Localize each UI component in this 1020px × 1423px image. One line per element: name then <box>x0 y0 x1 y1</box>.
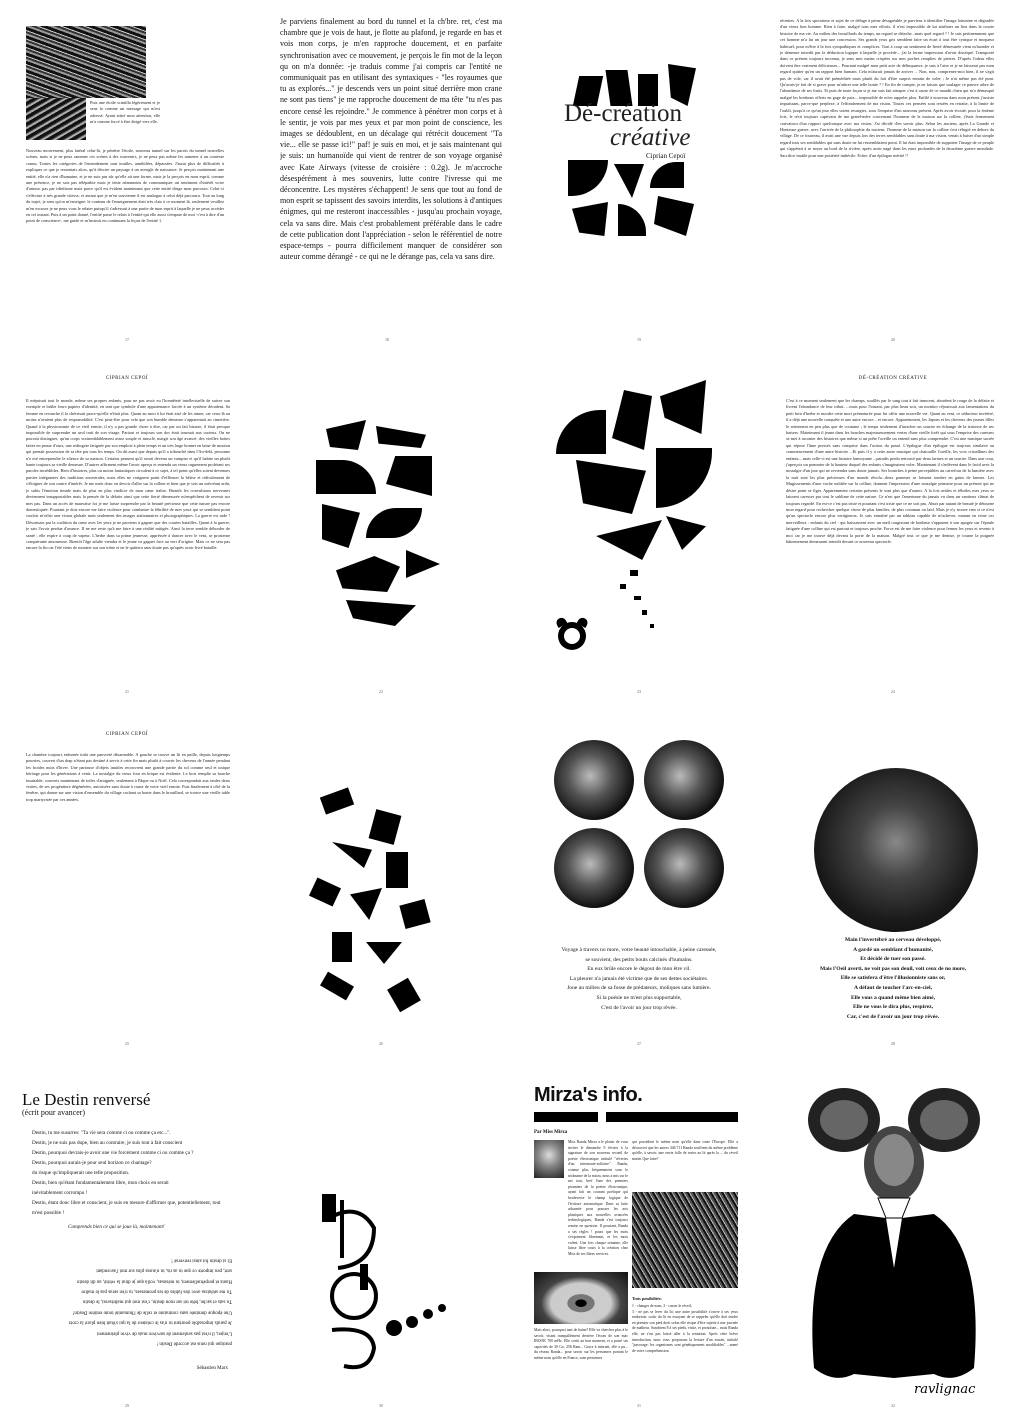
cover-title-line2: créative <box>610 124 691 151</box>
page-number: 21 <box>125 689 129 694</box>
page-number: 32 <box>891 1403 895 1408</box>
page-30 <box>262 1068 500 1414</box>
body-text: C'est à ce moment seulement que les champs, souillés par le sang tout à fait innocent, abordent le rouge de la défaite et livrent l'abondance de leur tribut. ...mais pour l'instant, par plus beau soir, un monitor réjouissait aux lamentations du petit brin d'herbe et mordre cette mort prématurée pour lui offrir une nouvelle vie. Quant au vent, ce séducteur invétéré, il a déjà une nouvelle conquête et une autre encore... et encore. Apparemment, les Japons et les cheveux des jeunes filles le retiennent en peu plus que de coutume ; le temps seulement d'arracher un sourire en échange de la tristesse de ses baisers. Maintenant il jeune dans les bouches majestueusement vertes d'une vieille forêt qui sous l'emprise des caresses se met à raconter des histoires que même si un prête l'oreille on entend sans plus comprendre. C'est une musique sacrée qui répose l'âme pressés sans comprise dans l'action du passé. L'épilogue d'un épilogue est toujours similaire au commencement d'une autre histoire ...Et puis il y a cette autre musique qui chatouille l'oreille, les voix cristallines des enfants... mais celle-ci est une histoire larmoyante ...paradis perdu retrouvé par deux larmes et un sourire. Dans une cour, j'aperçois un pommier de la hauteur duquel des enfants s'imaginaient voler. Maintenant il s'enlèvent dans le froid avec la nostalgie d'un jour qui ne reviendra sans doute jamais. Ses branches à peine perceptibles au carrefour de la lumière avec la nuit sont les plus précieuses d'un monde rêvolu...deux pommes se laissent tomber en gains de larmes. Les Mugissements d'une vache oubliée sur la colline, donnent l'impression d'une nostalgie primaire pour un présent qui ne désire point se figer. Apparemment certains présents le sont plus que d'autres. A la fois avides et fébriles mes yeux se laissent caresser par tout le sublime de cette nature. Ce n'est que l'amertume du jamais vu dans un vaniteux climat de toujours regardé. En est-ce c'est pas triste et pourtant c'est triste que ce ne soit pas. Ahuri par autant de beauté je détourne mon regard pour rechercher quelque chose de plus familier, de plus commun ou laid. Mais je n'y trouve rien si ce n'est qu'un spectacle encore plus vertigineux. Je suis entraîné par un tableau capable de m'achever, mutant en reine ces merveilleux : enfants du ciel : qui baissassent avec un nœil rougissant de bonheur s'apparent à son apogée sur l'épaule fatiguée d'une colline qui est partout et toujours proche. Force est de me faire violence pour fermer les yeux et revenir à moi car je me trouve déjà devant la porte de la maison. Malgré tout ce que je me demise, je tourne la poignée bâtonnement demeurant interdit devant ce nouveau spectacle. <box>786 398 994 544</box>
cover-title-line1: Dé-création <box>564 100 682 127</box>
abstract-collage <box>302 792 452 1012</box>
text-line: pratique qui nous est accordé Destin ! <box>156 1340 232 1346</box>
options-title: Trois possibilités: <box>632 1296 662 1301</box>
page-number: 17 <box>125 337 129 342</box>
quote-mark: “ <box>828 1216 839 1242</box>
poem-line: Elle vous a quand même bien aimé, <box>850 994 936 1001</box>
page-number: 20 <box>891 337 895 342</box>
alarm-clock-icon <box>556 618 590 654</box>
typographic-figure <box>262 1068 500 1414</box>
page-number: 26 <box>379 1041 383 1046</box>
article-subtitle: (écrit pour avancer) <box>22 1108 86 1117</box>
poem-line: En eux brûle encore le dégout de mon être vil. <box>587 966 691 973</box>
poem <box>520 946 758 1013</box>
signature: Sébastien Marx <box>196 1366 228 1371</box>
page-number: 19 <box>637 337 641 342</box>
handwritten-signature: ravlignac <box>914 1382 976 1397</box>
cover-graphic-bottom <box>568 160 710 238</box>
page-number: 30 <box>379 1403 383 1408</box>
page-number: 28 <box>891 1041 895 1046</box>
poem-line: Et décidé de tuer son passé. <box>860 956 926 963</box>
poem <box>774 936 1012 1022</box>
abstract-collage <box>316 420 446 630</box>
page-number: 18 <box>385 337 389 342</box>
texture-photo <box>632 1192 738 1288</box>
poem-line: A gardé un semblant d'humanité, <box>853 946 933 953</box>
abstract-collage <box>556 380 726 570</box>
page-number: 29 <box>125 1403 129 1408</box>
column-1-text: Miss Randa Mirza a le plaisir de vous inviter le dimanche 9 février à la signature de son nouveau recueil de poésie électronique intitulé "rêveries d'un internaute-solitaire". Randa, connue plus fréquemment sous le nickname de la mirza, nous a mis sur le net tout, bref l'une des premiers pionniers de la poésie électronique, ayant fait un courant poétique qui bouleverse le champ logique de l'écriture automatique. Dans sa lutte acharnée pour pousser les arts plastiques aux nouvelles avancées technologiques, Randa s'est toujours remise en question. Il pourtant, Randa a ses règles ! pours que les mots s'expriment librement, et les mots volent. Une fois chaque semaine, elle laisse libre cours à la création chez Miss de ses libres services. <box>568 1140 628 1256</box>
masthead-bar-right <box>606 1112 738 1122</box>
poem-line: A défaut de toucher l'arc-en-ciel, <box>854 984 932 991</box>
page-18 <box>262 8 512 348</box>
body-text: récentes. A la fois spectateur et sujet de ce déluge à peine désagréable je parviens à identifier l'image lointaine et dégradée d'un vieux bon homme. Rien à faire, malgré tous mes efforts, il n'est impossible de lui attribuer un lieu dans la courte histoire de ma vie. Au milieu des brouillards du temps, un regard se détache...mais quel regard ? ! Je sais pertinemment que cet homme m'a lui un jour une concession. Ses grands yeux gris semblent faire un écart à tout être cynique et moqueur habituel, pour m'être à la fois sympathiques et complices. Tout à coup un sentiment de fierté démesurée vient m'inonder et je demeure interdit par la déduction logique à laquelle je procède... j'ai la ferme impression d'avoir disséqué. Transporté dans ce présent toujours inconnu, je sens mes mains crispées sur mes poches remplies de pierres. D'après l'odeur elles doivent être vraiment délicieuses... Pourtant malgré mon petit acte de délinquance, je suis à l'aise et je ne laisserai pas mon regard quitter qu'en un rapport bien humain. Cela m'aurait jamais de arriver ... Non, non, comprenez-moi bien, il ne s'agit pas de vole, car il avait été préméditée mais plutôt du fait d'être surpris entrain de voler ; Je n'ai même pas été puni. Qu'avais-je fait de si grave pour m'attirer une telle honte ? ! En fin de compte, je ne faisais que soulager ce pauvre arbre de l'abondance de ses fruits. Et puis de toute façon si je me suis fait attraper c'est à cause de ce maudit chien qui m'a démasqué malgré les bonbons offerts en gage de paix... impossible de m'en rappeler plus. Enfilé à nouveau dans mon présent j'assiste impuissant, parce-que perplexe, à l'effondrement de ma vision. Toutes ces pensées sont restées en retraite, à la limite de l'oubli, jusqu'à ce qu'un jour elles soient resurgies, sous l'emprise d'un nouveau présent. Après avoir écouté, pour la énième fois, le récit toujours captivant de ma grand-mère concernant l'honneur de la maison sur la colline, j'étais fermement convaincu d'un rapport quelconque avec ma vision. J'ai décidé d'en savoir plus. Selon les anciens, après La Grande et Honteuse guerre, avec l'arrivée de la philosophie du tracteur, l'homme de la maison sur la colline s'est réfugié en dehors du village. De ce fourreau, il avait une vue depuis lors des terres semblables sans doute à ma vision, venait à baiser d'un simple regard tous ses semblables qui sans doute ne lui ressemblaient point. Il lui était impossible de supporter l'image de ce peuple qui s'appétait à se noyer au bord de la rivière, après avoir nagé dans les eaux profondes de la deuxième guerre mondiale. Sacrifice inutile pour une postérité imbécile. Echec d'un épilogue mérité !! <box>780 18 994 158</box>
page-25 <box>8 712 246 1052</box>
page-32 <box>774 1068 1012 1414</box>
article-title: Le Destin renversé <box>22 1090 151 1109</box>
text-line: Je paraîs impossible pourtant tu n'as le créateur de la qui s'était bien placé la croix <box>68 1319 232 1325</box>
text-line: Destin, bien qu'étant fondamentalement libre, mon choix en serait <box>32 1180 169 1186</box>
circle-photo-2 <box>644 740 724 820</box>
page-19 <box>520 8 758 348</box>
column-2-text: qui possèdent le même nom qu'elle dans toute l'Europe. Elle a découvert que les autres 346 711 Randa souffrent du même problème qu'elle, à savoir, une envie folle de rester au lit après la ... du réveil matin. Que faire? <box>632 1140 738 1161</box>
text-line: Tu me séduiras avec des fables de tes promesses, tu n'en seras pas le maître <box>81 1288 232 1294</box>
page-number: 22 <box>379 689 383 694</box>
byline: Par Miss Mirza <box>534 1130 568 1135</box>
text-line: sort, peu importe ce que tu as ris, tu n'auras plus sur moi l'ascendant <box>96 1267 232 1273</box>
page-20 <box>774 8 1012 348</box>
landscape-photo-lower <box>26 98 86 140</box>
poem-line: Voyage à travers no more, votre beauté intouchable, à peine caressée, <box>561 947 717 953</box>
body-text: La chambre toujours enfumée trahi une pauvreté désarmable. A gauche se trouve un lit en paille, depuis longtemps pourries, couvert d'un drap n'étant pas destiné à servir à cette fin mais plutôt à couvrir les cheveux de l'armée pendant les froides nuits d'hiver. Une partouse d'objets inutiles recouvrent une grande partie du sol comme seul et unique héritage pour les générations à venir. La nostalgie du vieux four en brique est évidente. Le bois remplie sa bouche insatiable, couverts maintenant de toiles d'araignée, seulement à Pâque ou à Noël. Cela correspondait aux seules deux visites, de ses progéniture dégénérées, autorisées sans doute à cause de votre vieil ermite. Puis finalement à côté de la fenêtre, qui donne sur une vision d'ensemble du village cachant sa honte dans le brouillard, se trouve une vieille table trop martyrisée par ces années. <box>26 752 230 802</box>
page-29 <box>8 1068 246 1414</box>
article-text <box>32 1128 232 1232</box>
options-text <box>632 1304 738 1396</box>
emphasis-line: Comprends bien ce qui se joue là, maintenant! <box>68 1224 165 1230</box>
circle-photo-3 <box>554 828 634 908</box>
landscape-photo <box>26 26 146 98</box>
author-photo <box>534 1140 564 1178</box>
poem-line: se souvient, des petits bouts calcinés d'humains. <box>585 956 693 963</box>
masthead-bar <box>534 1112 598 1122</box>
poem-line: C'est de l'avoir un jour trop rêvée. <box>601 1004 677 1011</box>
masthead: Mirza's info. <box>534 1084 643 1106</box>
text-line: Tu sais et sache, bête toi sur mon destin, c'est moi qui maîtriserai, le destin <box>82 1299 232 1305</box>
page-27 <box>520 712 758 1052</box>
circle-photo-4 <box>644 828 724 908</box>
page-number: 25 <box>125 1041 129 1046</box>
page-17 <box>8 8 246 348</box>
poem-line: Car, c'est de l'avoir un jour trop rêvée. <box>846 1013 940 1020</box>
page-number: 31 <box>637 1403 641 1408</box>
page-number: 23 <box>637 689 641 694</box>
text-line: L'enjeu, il n'est pas seulement de survivre mais de vivre pleinement <box>97 1330 232 1336</box>
poem-line: Elle ne vous le dira plus, respirez, <box>853 1004 933 1011</box>
text-line: Hauts et perpétuellement, tu mésusas, voilà que je dirai la vérité, au dit destin <box>77 1278 232 1284</box>
column-1b-text: Mais alors, pourquoi tant de haine? Elle va chercher plus à le savoir, visant tranquillement derrière l'écran de son mac IBOOK 700 mHz. Elle sortit au bon moment, et a puisé ses capacités de 30 Go, 256 Ram... Grace à internet, elle a pu... du réseau Randa... pour savoir sur les personnes portant le même nom qu'elle en France, sans personnes <box>534 1328 628 1360</box>
circle-photo-1 <box>554 740 634 820</box>
poem-line: La pleurer n'a jamais été victime que de ses dettes sociétaires. <box>569 975 709 982</box>
text-line: Et si destin fut ainsi renversé ! <box>171 1257 232 1263</box>
page-21 <box>8 360 246 700</box>
text-line: inévitablement corrompu ! <box>32 1190 88 1196</box>
running-head: CIPRIAN CEPOÏ <box>105 376 149 381</box>
poem-line: Joue au milieu de sa fosse de prédateurs, moliques sans lumière. <box>567 985 711 992</box>
text-line: Destin, je ne suis pas dupe, bien au contraire, je suis tout à fait conscient <box>32 1140 183 1146</box>
circle-portrait <box>814 768 978 932</box>
page-24 <box>774 360 1012 700</box>
text-line: du risque qu'impliquerait une telle proposition. <box>32 1170 130 1176</box>
text-line: Destin, pourquoi aurais-je pour seul horizon ce chantage? <box>32 1160 152 1166</box>
photo-caption: Puis une étoile scintilla légèrement et je sens la comme un message qui m'est adressé. Ayant attiré mon attention, elle m'a comme forcé à être dirigé vers elle. <box>90 100 160 125</box>
option-item: 3 - ne pas se lever du lit; une autre possibilité s'ouvre à ses yeux endormis: sortir du lit en essayant de se rappeler qu'elle doit tendre en premier son pied droit selon elle risque d'être sujette à une journée de malheur. Sundriem 8 à ses pieds, visite, et prostitute... mais Randa elle, ne s'est pas laissé aller à la tentation. Après cette brève introduction, nous vous proposons la lecture d'un extrait, intitulé "pavorage: les organismes sont génétiquement modifiables" ...mené de votre compréhension. <box>632 1309 738 1353</box>
option-item: 1 - changer de nom, 2 - casser le réveil; <box>632 1304 692 1308</box>
text-line: Destin, étant donc libre et conscient, je suis en mesure d'affirmer que, potentiellement, tout m'est possible ! <box>32 1200 221 1216</box>
running-head: CIPRIAN CEPOÏ <box>105 732 149 737</box>
mouse-eared-man-figure <box>774 1068 1012 1414</box>
mirrored-text <box>22 1254 232 1348</box>
poem-line: Main l'invertébré au cerveau développé, <box>844 937 942 943</box>
running-head: DÉ-CRÉATION CRÉATIVE <box>858 376 928 381</box>
page-28 <box>774 712 1012 1052</box>
text-line: Une époque dominée sans contrainte et celle de l'humanité toute entière Destin! <box>72 1309 232 1315</box>
page-22 <box>262 360 500 700</box>
falling-fragments <box>590 570 670 650</box>
eye-photo <box>534 1272 628 1324</box>
cover-author: Ciprian Cepoï <box>646 152 686 160</box>
text-line: Destin, pourquoi devrais-je avoir une vie forcément comme ci ou comme ça ? <box>32 1150 194 1156</box>
poem-line: Mais l'Oeil averti, ne voit pas son deuil, voit ceux de no more, <box>819 965 967 972</box>
page-26 <box>262 712 500 1052</box>
body-text: Je parviens finalement au bord du tunnel et la ch'bre. ret, c'est ma chambre que je vois de haut, je flotte au plafond, je regarde en bas et vois mon corps, je m'en rapproche doucement, et en parfaite synchronisation avec ce mouvement, je perçois le fin mot de la leçon qu on m'a donnée: -je traduis comme j'ai compris car l'entité ne communiquait pas en utilisant des syntaxiques - "les royaumes que tu as explorés..." je descends vers un point situé derrière mon crane ne sont pas tiens" je me rapproche doucement de ma tête "tu n'es pas encore censé les rejoindre." Je commence à pénétrer mon corps et à le sentir, je vois par mes yeux et par mon point de conscience, les images se dédoublent, en un décalage qui rétrécit doucement "Ta vie... elle se passe ici!" paf! je suis en moi, et je sais maintenant qui je suis: un humanoïde qui vient de rentrer de son voyage organisé avec Kate Airways (vitesse de croisière : 0.2g). Je m'accroche désespérément à mes souvenirs, lutte contre l'ivresse qui me déconcentre. Les mystères s'échappent! Je sens que tout au fond de mon esprit se tapissent des savoirs interdits, les solutions à d'antiques énigmes, qui me resteront inaccessibles - jusqu'au prochain voyage, cela va sans dire. Mais c'est probablement préférable dans le cadre de cette publication dont l'appréciation - selon le référentiel de notre espace-temps - pourra difficilement manquer de considérer son auteur comme dérangé - ce qui ne le dérange pas, cela va sans dire. <box>280 17 502 262</box>
page-23 <box>520 360 758 700</box>
page-number: 24 <box>891 689 895 694</box>
poem-line: Si la poésie ne m'est plus supportable, <box>596 994 682 1001</box>
page-number: 27 <box>637 1041 641 1046</box>
poem-line: Elle se satisfera d'être l'illusionniste sans or, <box>840 975 946 982</box>
body-text: Il méprisait tout le monde, même ses propres enfants, pour ne pas avoir eu l'honnêteté intellectuelle de suivre son exemple et brûler leurs papiers d'identité, en tant que symbole d'une appartenance forcée à un système décadent. Sa femme en revanche il la chérissait parce-qu'elle n'était plus. Quant au mort à lui était aisé de les aimer, car ceux-là au moins n'avaient plus de responsabilité. C'est peut-être pour cela que son humble demeure s'apparentait au cimetière. Quand à la physionomie de ce vieil ermite, il n'y a pas grande chose à dire, car par un fait bizarre, il était presque impossible de surprendre un seul trait de son visage. Partout et toujours son dos était tournait aux curieux. On ne pouvait distinguer, qu'un corps vraisemblablement assez souple et musclé, maigri son âge avancé; des vieilles bottes faites en peaux d'ours, une redingote fatiguée par son emploie à plein temps et un très large bonnet en laine de mouton qui prenait possession de sa tête par tous les temps. On dit aussi que depuis qu'il a tribouché dans l'Au-delà, personne n'a osé entreprendre le silence de sa maison. Certains pensent qu'il serait devenu un vampire et qu'il habite un plutôt hante toujours sa vieille demeure. D'autres affirment même l'avoir aperçu et entendu un vieux ruguement proférant ses paroles incrédibles. Bien d'histoires, plus ou moins fantastiques circulent à ce sujet, à tel point qu'elles soient devenues parties intégrantes des traditions ancestrales, mais elles ne craignent point d'effleurer la bêtise et ridiculement de s'éloigner de son contre d'intérêt. Je me mets donc en devoir d'aller sur la colline et bien que je sois un mécréant ardu, je subis l'émotion timide mais de plus en plus vindicte de mon cœur traître. Bientôt les convulsions nerveuses deviennent insupportables mais la pensée de la défaite ainsi que cette fierté démesurée m'empêchent de revenir sur mes pas. Dans un accès de mauvaise foi je me laisse surprendre par la beauté précieuse que cette nature pas encore domestiquée. Pourtant je dois encore me faire violence pour combattre la fébrilité de mes yeux qui se semblent point vouloir m'offrir une vision globale mais seulement des images stationnaires et photographiques. La guerre est rude ! Désormais par la coalition du cœur avec les yeux je ne parviens à gagner que des courtes batailles. Quant à la guerre, je sais l'avoir perdue d'avance. Il ne me reste qu'à me faire à une réalité mitigée. Ainsi la terre semble déborder de santé ; elle expire à coup de vapeur. L'herbe dans sa prime jeunesse, appréssée à dancer avec le vent, se prosterne conquérante amoureuse. Bientôt l'âge adulte viendra et le jeune va gagner face au vert d'origine. Mais ce ne sera pas encore la fin car l'été viens de montrer sur son trône et ne le quittera sans doute pas qu'après avoir livré bataille. <box>26 398 230 551</box>
body-text: Nouveau mouvement, plus latéral celui-là, je pénètre l'étoile, nouveau tunnel sur les parois du tunnel nouvelles scènes, mais si je ne peux ramener ces scènes à des souvenirs, je ne peux pas même les ramener à un contexte connu. Toutes les catégories de l'entendement sont inutiles, annihilées, dépassées. J'aurai plus de difficultés à expliquer ce que je ressentais alors, qu'à décrire un paysage à un aveugle de naissance. Je perçois maintenant une entité, elle n'a rien d'humaine, et je ne suis pas sûr qu'elle ait une forme, mais je la perçois en mon esprit, comme une présence, je ne sais pas télépathie mais je tente néanmoins de communiquer un sentiment d'intérêt voire d'amour. pas par idéalisme mais parce qu'il est évident maintenant que cette entité dirige mon parcours. Celui-ci s'effectue à très grande vitesse, et autant que je m'en souvienne il est analogue à celui déjà parcouru. Tout au long du trajet, je sens qu'on m'enseigne: le contenu de l'enseignement était très clair à ce moment là, seulement veuillez m'en excuser je ne peux vous le relater puisqu'il s'adressait à une partie de mon esprit à laquelle je ne peux accéder en cet instant. Puis à un point donné, l'entité passe le relais à l'entité qui elle aussi s'empare de moi -c'est à dire d'un point de conscience-, me guide et m'instruis en continuant la leçon de l'entité 1. <box>26 148 224 224</box>
page-31 <box>520 1068 758 1414</box>
text-line: Destin, tu me susurres: "Ta vie sera comme ci ou comme ça etc...". <box>32 1130 171 1136</box>
